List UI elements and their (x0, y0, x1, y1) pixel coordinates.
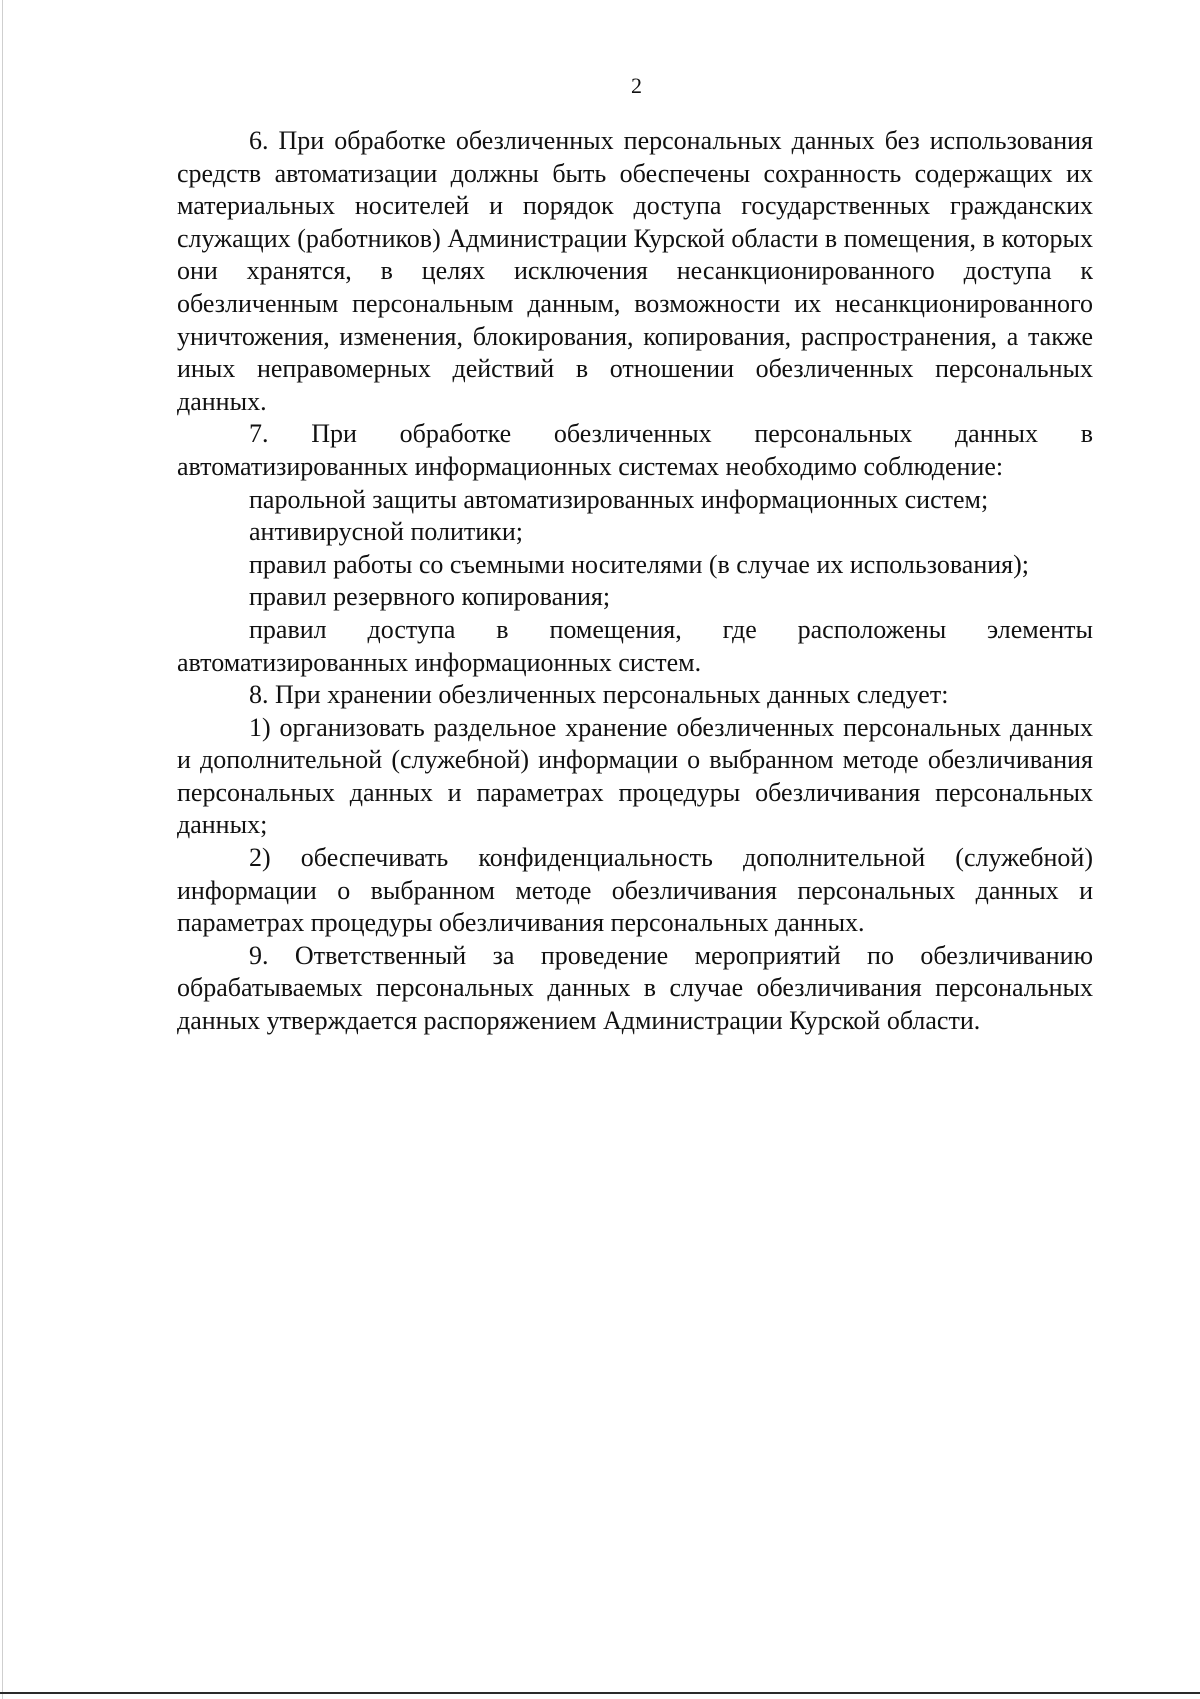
paragraph-9: 9. Ответственный за проведение мероприятий по обезличиванию обрабатываемых персональных данных в случае обезличивания персональных данных утверждается распоряжением Администрации Курской области. (177, 940, 1093, 1036)
list-item-separate-storage: 1) организовать раздельное хранение обезличенных персональных данных и дополнительной (служебной) информации о выбранном методе обезличивания персональных данных и параметрах процедуры обезличивания персональных данных; (177, 712, 1093, 840)
list-item-antivirus-policy: антивирусной политики; (249, 517, 523, 547)
list-item-password-protection: парольной защиты автоматизированных информационных систем; (249, 484, 989, 514)
list-item-confidentiality: 2) обеспечивать конфиденциальность дополнительной (служебной) информации о выбранном методе обезличивания персональных данных и параметрах процедуры обезличивания персональных данных. (177, 843, 1093, 938)
scan-edge-left (2, 0, 3, 1699)
scan-edge-bottom (0, 1692, 1200, 1694)
document-body (177, 125, 1093, 1038)
list-item-backup-rules: правил резервного копирования; (249, 582, 611, 612)
paragraph-8: 8. При хранении обезличенных персональных данных следует: (249, 680, 949, 710)
paragraph-6: 6. При обработке обезличенных персональных данных без использования средств автоматизации должны быть обеспечены сохранность содержащих их материальных носителей и порядок доступа государственных гражданских служащих (работников) Администрации Курской области в помещения, в которых они хранятся, в целях исключения несанкционированного доступа к обезличенным персональным данным, возможности их несанкционированного уничтожения, изменения, блокирования, копирования, распространения, а также иных неправомерных действий в отношении обезличенных персональных данных. (177, 126, 1093, 416)
paragraph-7: 7. При обработке обезличенных персональных данных в автоматизированных информационных системах необходимо соблюдение: (177, 419, 1093, 481)
list-item-removable-media: правил работы со съемными носителями (в случае их использования); (249, 549, 1029, 579)
page-number: 2 (631, 73, 642, 98)
list-item-premises-access: правил доступа в помещения, где расположены элементы автоматизированных информационных систем. (177, 614, 1093, 677)
